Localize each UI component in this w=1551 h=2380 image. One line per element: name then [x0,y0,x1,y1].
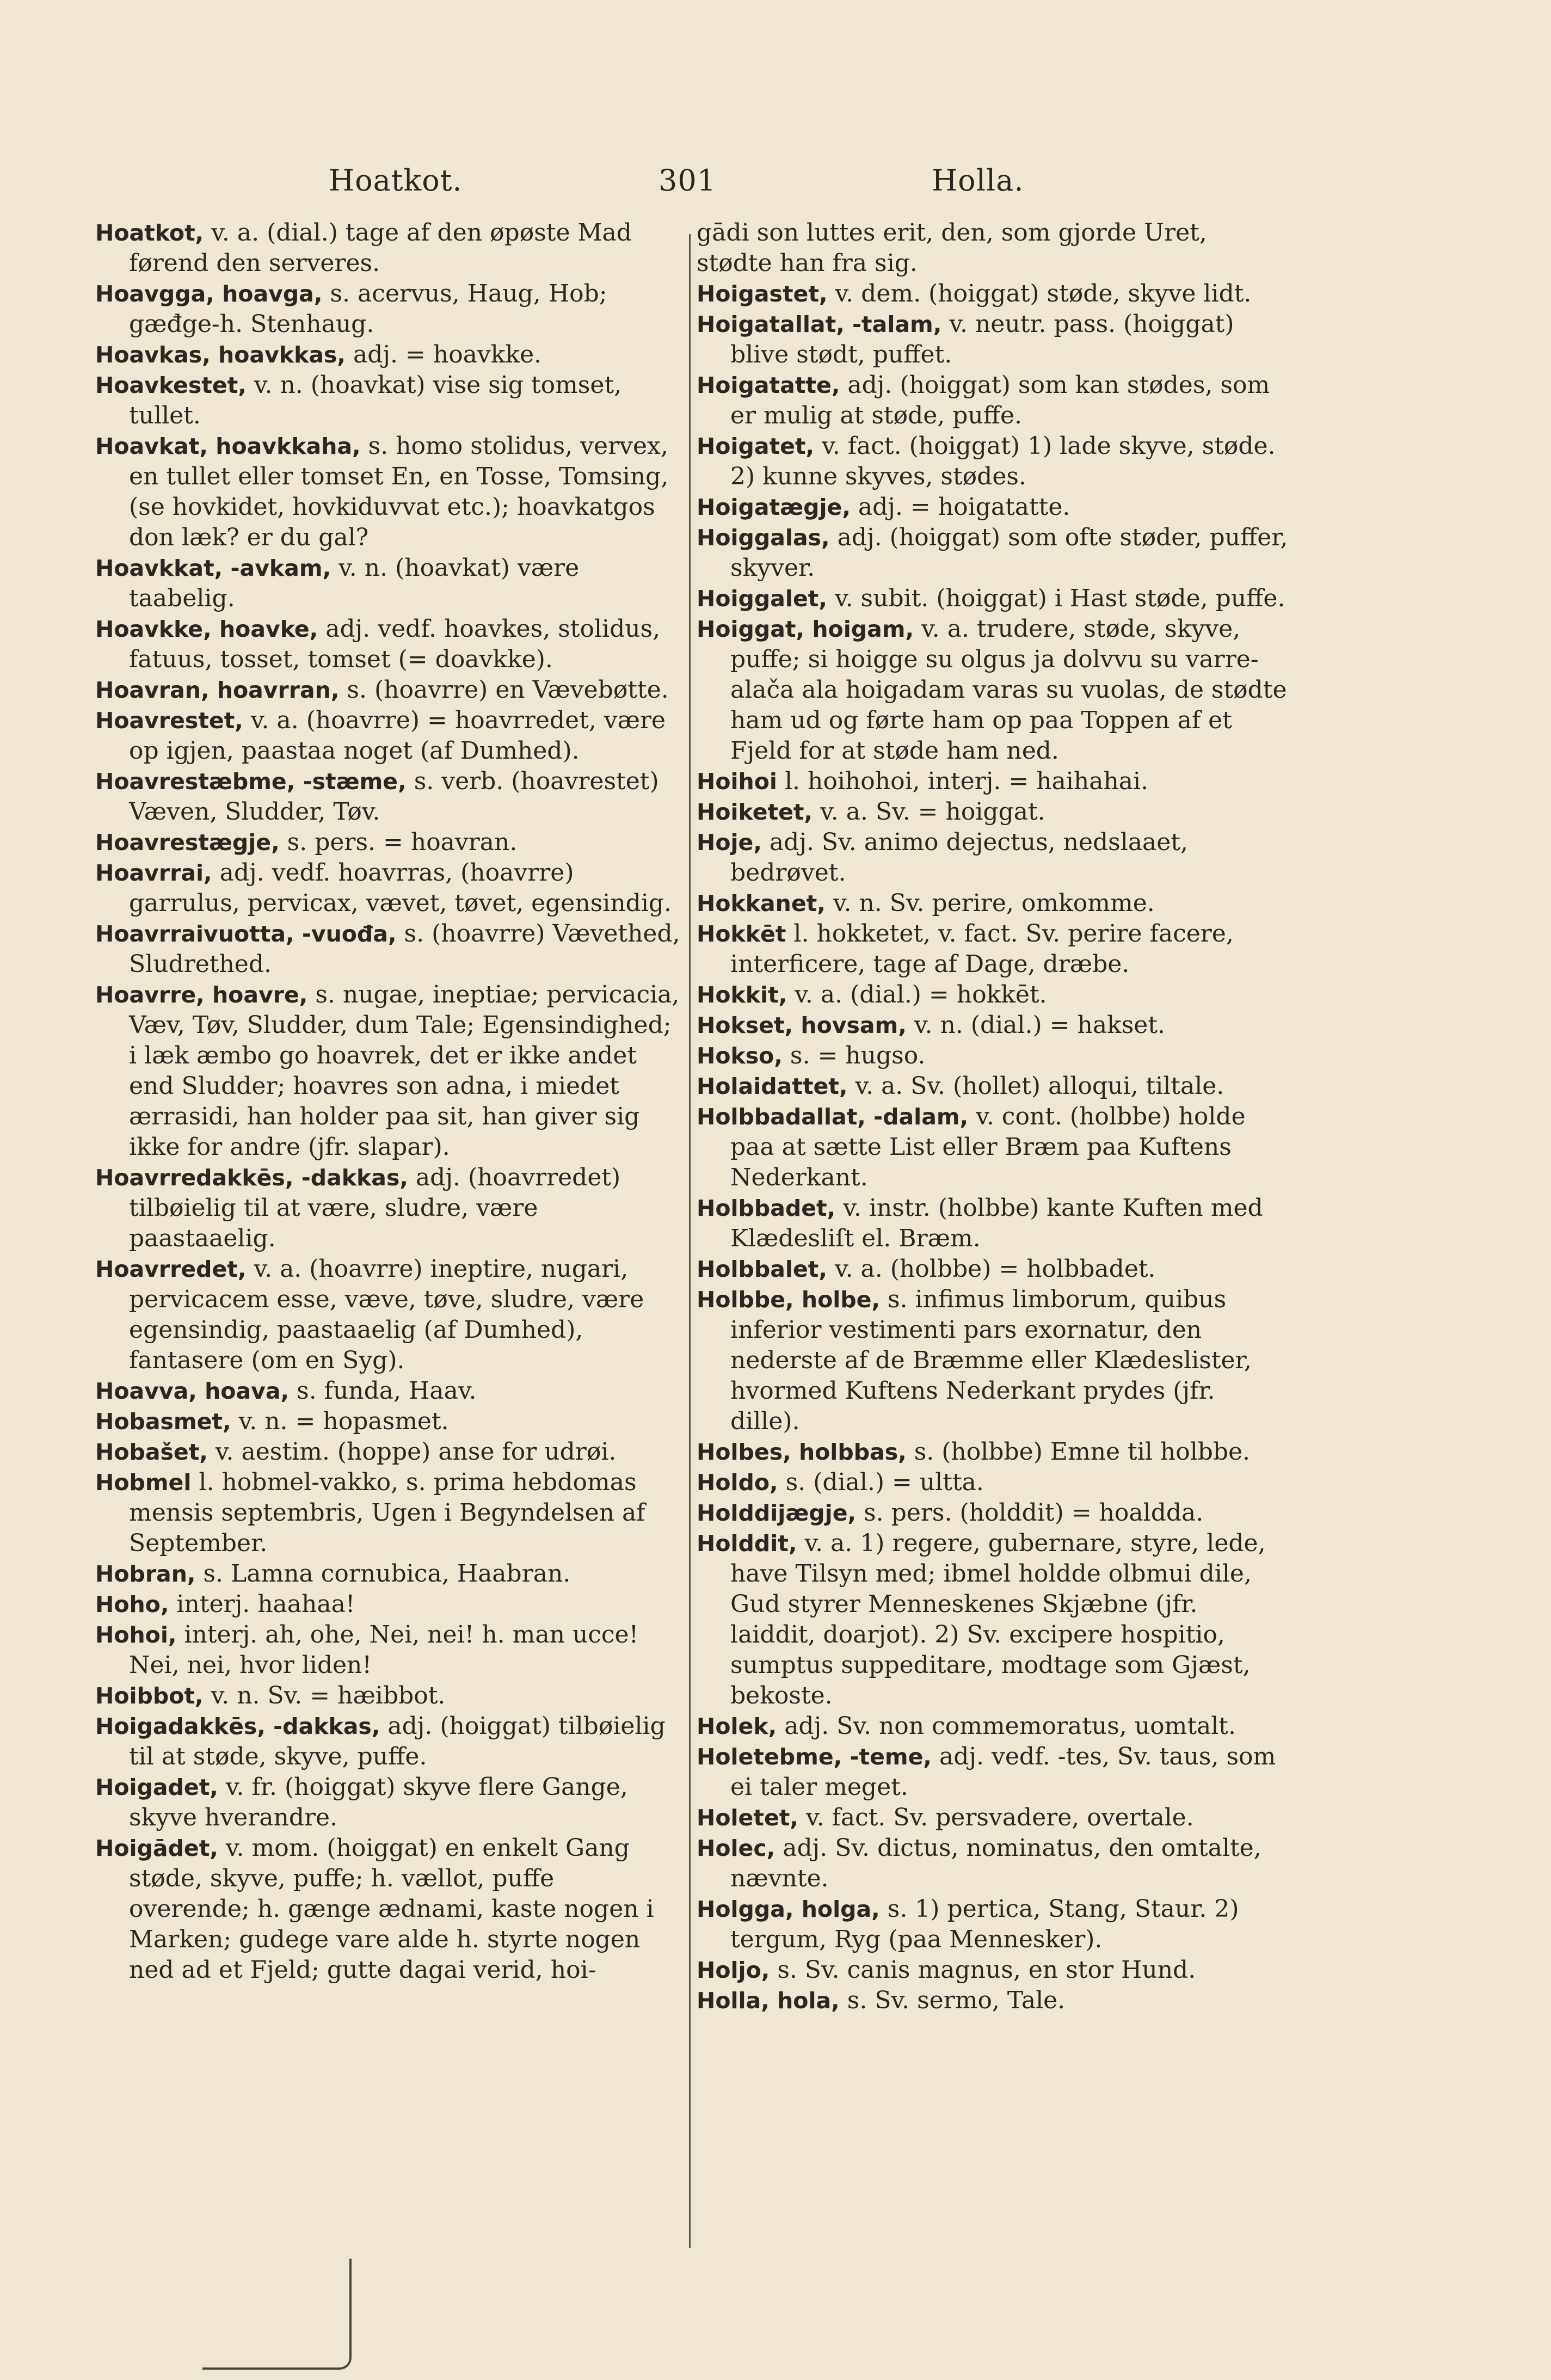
dictionary-entry [697,1010,1290,1041]
entry-headword: Holetebme, -teme, [697,1744,932,1770]
dictionary-entry [697,1955,1290,1985]
dictionary-entry [95,1833,680,1985]
entry-definition: v. subit. (hoiggat) i Hast støde, puffe. [834,585,1285,612]
dictionary-entry [95,1406,680,1437]
entry-definition: adj. Sv. animo dejectus, nedslaaet, bedrøvet. [730,828,1188,887]
entry-definition: v. n. (dial.) = hakset. [914,1011,1165,1039]
entry-headword: Hoavkkat, -avkam, [95,555,331,581]
entry-headword: Holbbadallat, -dalam, [697,1104,969,1130]
entry-headword: Hoigatet, [697,433,815,459]
entry-headword: Holek, [697,1713,777,1739]
dictionary-entry [697,1041,1290,1071]
entry-headword: Holddijægje, [697,1500,857,1526]
entry-definition: v. a. Sv. (hollet) alloqui, tiltale. [855,1072,1224,1100]
entry-definition: s. Sv. sermo, Tale. [847,1987,1066,2014]
dictionary-entry [697,1711,1290,1742]
dictionary-entry [95,1163,680,1254]
dictionary-entry [697,1071,1290,1102]
entry-definition: s. pers. (holddit) = hoaldda. [864,1499,1204,1527]
dictionary-entry [95,1376,680,1406]
entry-definition: interj. ah, ohe, Nei, nei! h. man ucce! Nei, nei, hvor liden! [129,1621,639,1679]
page-number: 301 [658,163,717,198]
entry-headword: Hokso, [697,1043,783,1069]
dictionary-entry [697,309,1290,370]
dictionary-entry [697,1254,1290,1284]
entry-definition: s. (hoavrre) en Vævebøtte. [347,676,669,704]
entry-definition: v. a. trudere, støde, skyve, puffe; si hoigge su olgus ja dolvvu su varre-alača ala hoigadam varas su vuolas, de stødte ham ud og førte ham op paa Toppen af et Fjeld for at støde ham ned. [730,615,1287,765]
dictionary-entry [697,1742,1290,1803]
entry-headword: Hoavrestægje, [95,829,280,856]
dictionary-entry [697,1437,1290,1467]
running-head-left: Hoatkot. [329,163,463,198]
entry-headword: Holbbe, holbe, [697,1287,881,1313]
entry-definition: adj. (hoiggat) tilbøielig til at støde, skyve, puffe. [129,1712,666,1770]
entry-headword: Hoavkas, hoavkkas, [95,342,346,368]
dictionary-entry [697,522,1290,583]
entry-headword: Holdo, [697,1469,778,1496]
dictionary-entry [697,888,1290,919]
entry-definition: s. (holbbe) Emne til holbbe. [914,1438,1251,1466]
entry-headword: Hoavgga, hoavga, [95,281,323,307]
entry-definition: v. fr. (hoiggat) skyve flere Gange, skyve hverandre. [129,1773,628,1831]
entry-headword: Holbes, holbbas, [697,1439,907,1465]
dictionary-entry [697,1284,1290,1437]
entry-definition: adj. (hoiggat) som ofte støder, puffer, skyver. [730,524,1288,582]
entry-headword: Hoiketet, [697,799,813,825]
entry-headword: Hoavkke, hoavke, [95,616,318,642]
entry-headword: Hoigadakkēs, -dakkas, [95,1713,380,1739]
entry-headword: Hoavrredakkēs, -dakkas, [95,1165,408,1191]
entry-definition: s. infimus limborum, quibus inferior vestimenti pars exornatur, den nederste af de Bræmme eller Klædeslister, hvormed Kuftens Nederkant prydes (jfr. dille). [730,1286,1252,1435]
entry-definition: s. pers. = hoavran. [287,828,518,856]
entry-headword: Hokkēt [697,921,786,947]
entry-headword: Hoavkat, hoavkkaha, [95,433,361,459]
entry-headword: Holaidattet, [697,1073,848,1099]
entry-headword: Hoje, [697,829,762,856]
entry-definition: s. nugae, ineptiae; pervicacia, Væv, Tøv, Sludder, dum Tale; Egensindighed; i læk æmbo go hoavrek, det er ikke andet end Sludder; hoavres son adna, i miedet ærrasidi, han holder paa sit, han giver sig ikke for andre (jfr. slapar). [129,981,680,1161]
entry-definition: v. n. Sv. = hæibbot. [211,1682,446,1709]
dictionary-entry [697,370,1290,431]
entry-definition: s. Lamna cornubica, Haabran. [203,1560,571,1588]
entry-definition: adj. = hoigatatte. [858,493,1070,521]
dictionary-entry [95,1589,680,1620]
dictionary-entry [95,279,680,340]
dictionary-entry [95,1254,680,1376]
entry-definition: v. a. (dial.) tage af den øpøste Mad førend den serveres. [129,219,632,277]
entry-headword: Hoavrrai, [95,860,212,886]
entry-definition: v. n. (hoavkat) være taabelig. [129,554,580,612]
entry-definition: s. (hoavrre) Vævethed, Sludrethed. [129,920,680,978]
dictionary-entry [697,583,1290,614]
entry-definition: v. a. 1) regere, gubernare, styre, lede, have Tilsyn med; ibmel holdde olbmui dile, Gud styrer Menneskenes Skjæbne (jfr. laiddit, doarjot). 2) Sv. excipere hospitio, sumptus suppeditare, modtage som Gjæst, bekoste. [730,1529,1266,1709]
dictionary-entry [95,827,680,858]
entry-headword: Hoavrre, hoavre, [95,982,308,1008]
entry-definition: s. funda, Haav. [297,1377,477,1405]
entry-definition: v. cont. (holbbe) holde paa at sætte List eller Bræm paa Kuftens Nederkant. [730,1103,1246,1191]
entry-headword: Holddit, [697,1530,797,1557]
dictionary-entry [95,553,680,614]
dictionary-entry [95,340,680,370]
entry-headword: Hoigādet, [95,1835,218,1861]
entry-definition: v. neutr. pass. (hoiggat) blive stødt, puffet. [730,310,1234,368]
dictionary-entry [697,431,1290,492]
entry-headword: Hoigadet, [95,1774,218,1800]
entry-definition: adj. Sv. non commemoratus, uomtalt. [784,1712,1236,1740]
entry-definition: adj. = hoavkke. [353,341,542,368]
dictionary-entry [697,1467,1290,1498]
dictionary-entry [95,1681,680,1711]
dictionary-entry [697,1193,1290,1254]
dictionary-entry [95,218,680,279]
entry-headword: Hoavrredet, [95,1256,247,1282]
entry-headword: Hoavran, hoavrran, [95,677,340,703]
entry-definition: l. hokketet, v. fact. Sv. perire facere, interficere, tage af Dage, dræbe. [730,920,1234,978]
dictionary-entry [95,675,680,705]
dictionary-entry [697,1528,1290,1711]
entry-headword: Hoavrraivuotta, -vuođa, [95,921,397,947]
margin-bracket-mark [202,2259,352,2370]
entry-definition: adj. (hoavrredet) tilbøielig til at være, sludre, være paastaaelig. [129,1164,621,1252]
entry-definition: v. fact. (hoiggat) 1) lade skyve, støde. 2) kunne skyves, stødes. [730,432,1276,490]
entry-definition: v. dem. (hoiggat) støde, skyve lidt. [835,280,1252,308]
dictionary-entry [95,980,680,1163]
dictionary-entry [95,1620,680,1681]
dictionary-entry [95,431,680,553]
entry-definition: v. a. (hoavrre) = hoavrredet, være op igjen, paastaa noget (af Dumhed). [129,706,666,765]
dictionary-entry [697,1803,1290,1833]
entry-definition: s. (dial.) = ultta. [785,1468,984,1496]
entry-headword: Hoiggat, hoigam, [697,616,914,642]
entry-headword: Hoavva, hoava, [95,1378,290,1404]
entry-definition: adj. Sv. dictus, nominatus, den omtalte, nævnte. [730,1834,1261,1892]
entry-headword: Hoibbot, [95,1683,204,1709]
entry-headword: Hokkanet, [697,890,826,917]
entry-headword: Hoho, [95,1591,169,1618]
entry-definition: v. a. (hoavrre) ineptire, nugari, pervicacem esse, væve, tøve, sludre, være egensindig, paastaaelig (af Dumhed), fantasere (om en Syg). [129,1255,644,1374]
dictionary-entry [95,370,680,431]
entry-headword: Hoavrestæbme, -stæme, [95,768,407,795]
dictionary-entry [95,1437,680,1467]
dictionary-entry [697,919,1290,980]
entry-definition: s. homo stolidus, vervex, en tullet eller tomset En, en Tosse, Tomsing, (se hovkidet, hovkiduvvat etc.); hoavkatgos don læk? er du gal? [129,432,669,551]
entry-headword: Hobran, [95,1561,196,1587]
entry-headword: Hoiggalas, [697,525,830,551]
entry-definition: s. verb. (hoavrestet) Væven, Sludder, Tøv. [129,767,659,826]
dictionary-entry [95,705,680,766]
entry-headword: Hoavrestet, [95,708,243,734]
entry-headword: Holla, hola, [697,1988,840,2014]
entry-definition: s. acervus, Haug, Hob; gæđge-h. Stenhaug. [129,280,607,338]
entry-headword: Hoiggalet, [697,586,827,612]
entry-headword: Holgga, holga, [697,1896,880,1922]
dictionary-entry [697,1833,1290,1894]
entry-definition: v. a. (holbbe) = holbbadet. [834,1255,1156,1283]
dictionary-entry [95,1772,680,1833]
entry-definition: v. a. Sv. = hoiggat. [820,798,1045,826]
entry-definition: v. n. = hopasmet. [238,1407,449,1435]
entry-definition: v. mom. (hoiggat) en enkelt Gang støde, skyve, puffe; h. vællot, puffe overende; h. gænge ædnami, kaste nogen i Marken; gudege vare alde h. styrte nogen ned ad et Fjeld; gutte dagai verid, hoi- [129,1834,654,1984]
entry-headword: Hoihoi [697,768,777,795]
running-head-right: Holla. [932,163,1024,198]
dictionary-entry [95,1711,680,1772]
entry-definition: v. aestim. (hoppe) anse for udrøi. [215,1438,617,1466]
entry-headword: Hokset, hovsam, [697,1012,907,1038]
dictionary-entry [697,827,1290,888]
entry-definition: adj. vedf. -tes, Sv. taus, som ei taler meget. [730,1743,1276,1801]
entry-headword: Holec, [697,1835,776,1861]
dictionary-entry [95,766,680,827]
dictionary-entry [697,980,1290,1010]
dictionary-entry [697,1894,1290,1955]
left-column [95,218,680,1985]
page-header [0,0,1551,218]
dictionary-entry [95,858,680,919]
entry-definition: s. 1) pertica, Stang, Staur. 2) tergum, Ryg (paa Mennesker). [730,1895,1239,1953]
entry-headword: Holjo, [697,1957,770,1983]
entry-definition: gādi son luttes erit, den, som gjorde Uret, stødte han fra sig. [697,219,1207,277]
dictionary-entry [697,279,1290,309]
dictionary-entry [697,614,1290,766]
entry-definition: interj. haahaa! [176,1590,355,1618]
entry-headword: Hoatkot, [95,220,204,246]
entry-headword: Hoavkestet, [95,372,247,398]
dictionary-entry [697,218,1290,279]
entry-headword: Hohoi, [95,1622,177,1648]
entry-definition: l. hoihohoi, interj. = haihahai. [784,767,1149,795]
entry-definition: s. Sv. canis magnus, en stor Hund. [777,1956,1196,1984]
entry-headword: Hoigatægje, [697,494,851,520]
entry-definition: v. n. (hoavkat) vise sig tomset, tullet. [129,371,622,429]
dictionary-entry [697,766,1290,797]
entry-definition: v. a. (dial.) = hokkēt. [795,981,1047,1008]
entry-definition: v. instr. (holbbe) kante Kuften med Klædesliſt el. Bræm. [730,1194,1263,1252]
entry-definition: s. = hugso. [790,1042,926,1069]
entry-headword: Hoigatallat, -talam, [697,311,942,337]
entry-headword: Hoigatatte, [697,372,840,398]
column-divider [689,234,691,2248]
entry-definition: adj. vedf. hoavkes, stolidus, fatuus, tosset, tomset (= doavkke). [129,615,661,673]
entry-headword: Hobasmet, [95,1409,231,1435]
dictionary-entry [95,614,680,675]
entry-headword: Hoigastet, [697,281,828,307]
entry-definition: adj. (hoiggat) som kan stødes, som er mulig at støde, puffe. [730,371,1270,429]
entry-definition: l. hobmel-vakko, s. prima hebdomas mensis septembris, Ugen i Begyndelsen af September. [129,1468,645,1557]
entry-headword: Holbbadet, [697,1195,836,1221]
dictionary-entry [95,1467,680,1559]
dictionary-entry [697,797,1290,827]
right-column [697,218,1290,2016]
entry-headword: Hobašet, [95,1439,208,1465]
dictionary-entry [697,492,1290,522]
dictionary-entry [697,1102,1290,1193]
dictionary-entry [95,919,680,980]
entry-headword: Holetet, [697,1805,798,1831]
dictionary-entry [697,1498,1290,1528]
entry-headword: Holbbalet, [697,1256,827,1282]
entry-definition: adj. vedf. hoavrras, (hoavrre) garrulus, pervicax, vævet, tøvet, egensindig. [129,859,672,917]
entry-definition: v. fact. Sv. persvadere, overtale. [805,1804,1194,1831]
entry-headword: Hobmel [95,1469,192,1496]
dictionary-entry [95,1559,680,1589]
entry-definition: v. n. Sv. perire, omkomme. [833,889,1155,917]
entry-headword: Hokkit, [697,982,787,1008]
dictionary-entry [697,1985,1290,2016]
